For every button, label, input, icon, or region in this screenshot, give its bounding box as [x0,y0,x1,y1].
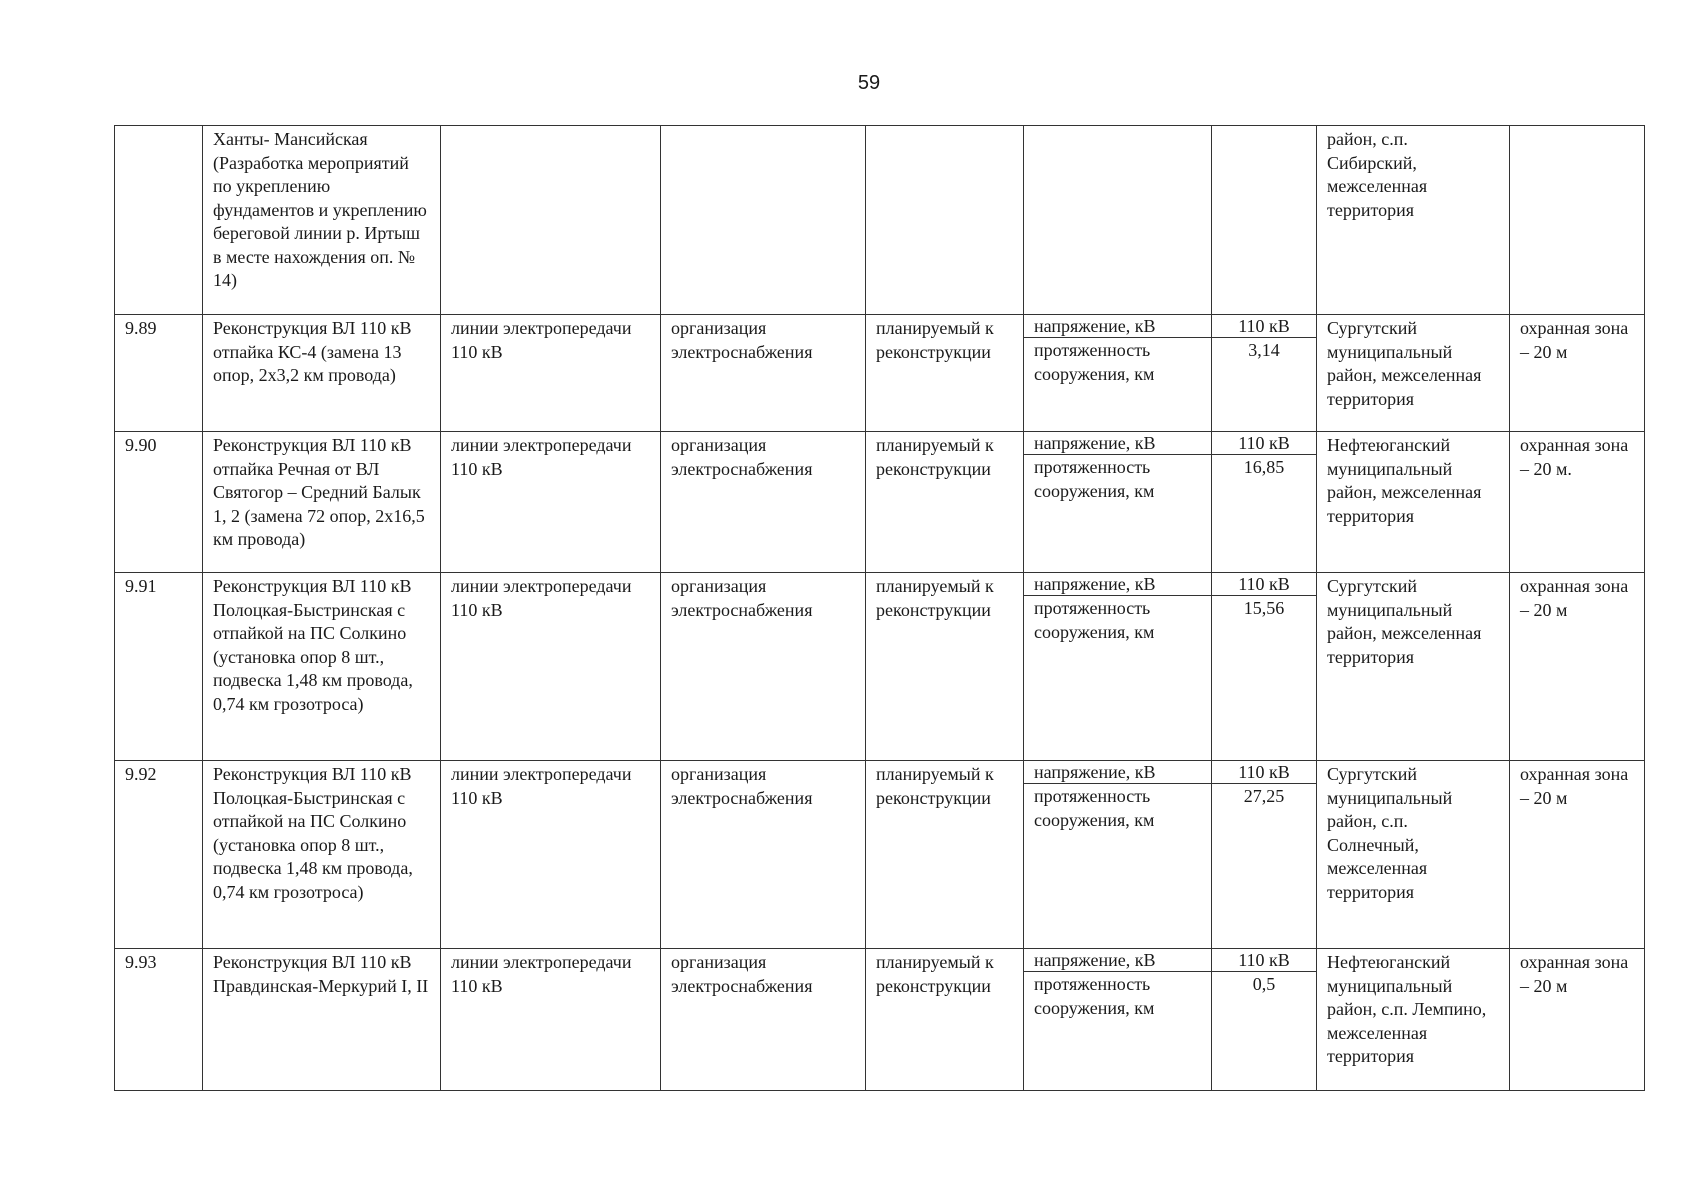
cell-location: Сургутский муниципальный район, межселенная территория [1317,573,1510,761]
param-voltage-value: 110 кВ [1212,949,1316,972]
cell-zone: охранная зона – 20 м [1510,949,1645,1091]
param-voltage-value: 110 кВ [1212,432,1316,455]
cell-name: Ханты- Мансийская (Разработка мероприятий по укреплению фундаментов и укреплению береговой линии р. Иртыш в месте нахождения оп. № 14) [203,126,441,315]
cell-name: Реконструкция ВЛ 110 кВ Полоцкая-Быстринская с отпайкой на ПС Солкино (установка опор 8 шт., подвеска 1,48 км провода, 0,74 км грозотроса) [203,761,441,949]
cell-status: планируемый к реконструкции [866,573,1024,761]
table-row [115,949,1645,1091]
cell-purpose: организация электроснабжения [661,432,866,573]
cell-location: район, с.п. Сибирский, межселенная территория [1317,126,1510,315]
table-row-continuation [115,126,1645,315]
cell-number: 9.91 [115,573,203,761]
cell-param-names [1024,126,1212,315]
param-voltage-value: 110 кВ [1212,761,1316,784]
cell-param-values [1212,315,1317,432]
table-row [115,315,1645,432]
param-length-label: протяженность сооружения, км [1034,786,1155,830]
cell-status: планируемый к реконструкции [866,761,1024,949]
cell-number: 9.93 [115,949,203,1091]
param-length-value: 27,25 [1243,786,1285,806]
cell-purpose: организация электроснабжения [661,315,866,432]
cell-status: планируемый к реконструкции [866,315,1024,432]
cell-param-names [1024,315,1212,432]
objects-table [114,125,1645,1091]
cell-param-names [1024,761,1212,949]
param-length-label: протяженность сооружения, км [1034,974,1155,1018]
cell-name: Реконструкция ВЛ 110 кВ Правдинская-Меркурий I, II [203,949,441,1091]
cell-type: линии электропередачи 110 кВ [441,573,661,761]
cell-param-values [1212,126,1317,315]
table-row [115,573,1645,761]
page-number: 59 [857,72,881,94]
cell-purpose: организация электроснабжения [661,573,866,761]
cell-number: 9.90 [115,432,203,573]
cell-param-values [1212,949,1317,1091]
cell-name: Реконструкция ВЛ 110 кВ отпайка Речная от ВЛ Святогор – Средний Балык 1, 2 (замена 72 опор, 2х16,5 км провода) [203,432,441,573]
cell-zone: охранная зона – 20 м [1510,573,1645,761]
param-length-value: 15,56 [1243,598,1285,618]
cell-param-names [1024,949,1212,1091]
cell-param-values [1212,432,1317,573]
table-row [115,432,1645,573]
cell-param-values [1212,573,1317,761]
cell-type: линии электропередачи 110 кВ [441,432,661,573]
cell-zone: охранная зона – 20 м [1510,761,1645,949]
cell-location: Нефтеюганский муниципальный район, с.п. Лемпино, межселенная территория [1317,949,1510,1091]
param-voltage-value: 110 кВ [1212,315,1316,338]
cell-purpose: организация электроснабжения [661,949,866,1091]
param-voltage-value: 110 кВ [1212,573,1316,596]
cell-purpose: организация электроснабжения [661,761,866,949]
cell-number: 9.92 [115,761,203,949]
cell-type: линии электропередачи 110 кВ [441,761,661,949]
param-length-label: протяженность сооружения, км [1034,598,1155,642]
param-voltage-label: напряжение, кВ [1024,315,1211,338]
cell-type: линии электропередачи 110 кВ [441,315,661,432]
param-voltage-label: напряжение, кВ [1024,573,1211,596]
table-row [115,761,1645,949]
cell-param-names [1024,573,1212,761]
param-length-label: протяженность сооружения, км [1034,340,1155,384]
param-length-label: протяженность сооружения, км [1034,457,1155,501]
param-voltage-label: напряжение, кВ [1024,432,1211,455]
cell-name: Реконструкция ВЛ 110 кВ отпайка КС-4 (замена 13 опор, 2х3,2 км провода) [203,315,441,432]
param-voltage-label: напряжение, кВ [1024,949,1211,972]
cell-type: линии электропередачи 110 кВ [441,949,661,1091]
cell-zone: охранная зона – 20 м. [1510,432,1645,573]
cell-number: 9.89 [115,315,203,432]
param-length-value: 0,5 [1252,974,1276,994]
param-voltage-label: напряжение, кВ [1024,761,1211,784]
cell-zone [1510,126,1645,315]
cell-zone: охранная зона – 20 м [1510,315,1645,432]
param-length-value: 16,85 [1243,457,1285,477]
cell-type [441,126,661,315]
cell-param-names [1024,432,1212,573]
cell-status: планируемый к реконструкции [866,949,1024,1091]
cell-location: Сургутский муниципальный район, межселенная территория [1317,315,1510,432]
cell-status: планируемый к реконструкции [866,432,1024,573]
cell-param-values [1212,761,1317,949]
cell-location: Сургутский муниципальный район, с.п. Солнечный, межселенная территория [1317,761,1510,949]
cell-number [115,126,203,315]
cell-status [866,126,1024,315]
cell-purpose [661,126,866,315]
cell-location: Нефтеюганский муниципальный район, межселенная территория [1317,432,1510,573]
cell-name: Реконструкция ВЛ 110 кВ Полоцкая-Быстринская с отпайкой на ПС Солкино (установка опор 8 шт., подвеска 1,48 км провода, 0,74 км грозотроса) [203,573,441,761]
param-length-value: 3,14 [1248,340,1280,360]
